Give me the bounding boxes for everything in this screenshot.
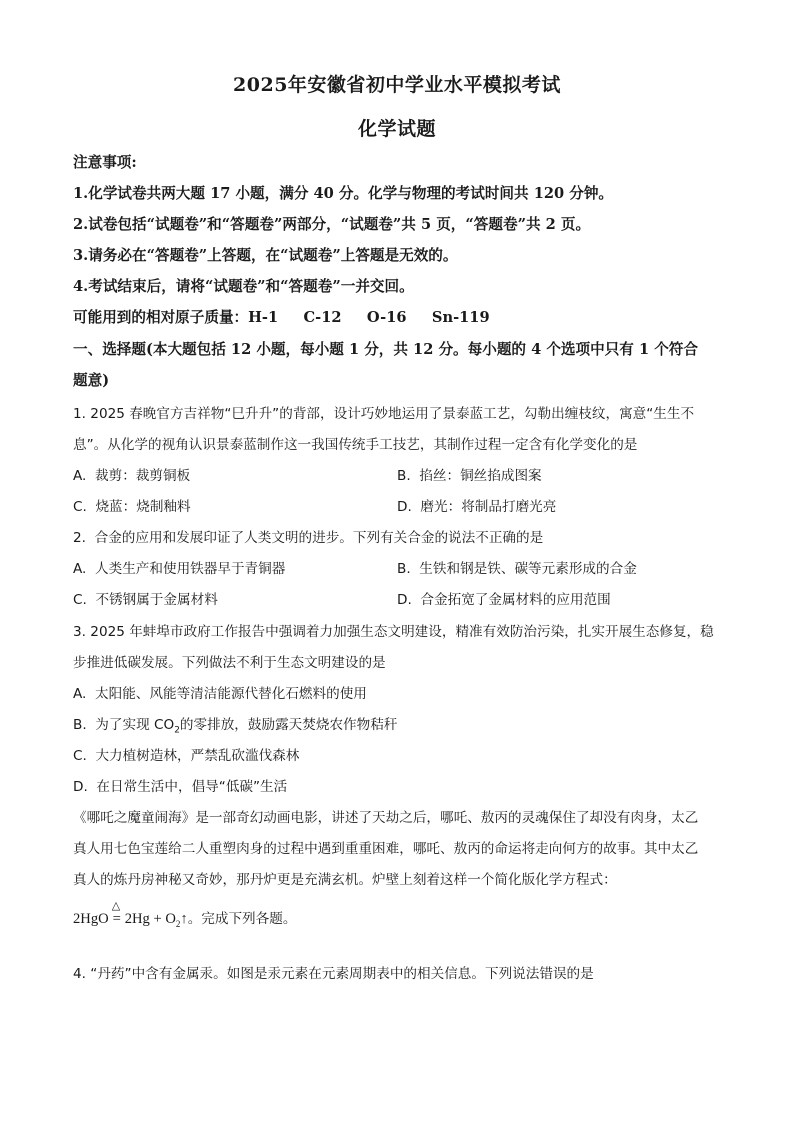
gas-arrow-icon: ↑ [180,911,188,927]
q4-stem: 4. “丹药”中含有金属汞。如图是汞元素在元素周期表中的相关信息。下列说法错误的是 [73,966,594,982]
passage-line1: 《哪吒之魔童闹海》是一部奇幻动画电影，讲述了天劫之后，哪吒、敖丙的灵魂保住了却没有肉身，太乙 [73,810,699,826]
q1-option-d: D. 磨光：将制品打磨光亮 [397,499,557,515]
q1-option-c: C. 烧蓝：烧制釉料 [73,499,191,515]
note-item-3: 3.请务必在“答题卷”上答题，在“试题卷”上答题是无效的。 [73,247,458,264]
q3-option-a: A. 太阳能、风能等清洁能源代替化石燃料的使用 [73,686,367,702]
equation-subscript: 2 [175,918,181,929]
q3-option-c: C. 大力植树造林，严禁乱砍滥伐森林 [73,748,300,764]
passage-line2: 真人用七色宝莲给二人重塑肉身的过程中遇到重重困难，哪吒、敖丙的命运将走向何方的故事。其中太乙 [73,841,699,857]
passage-line3: 真人的炼丹房神秘又奇妙，那丹炉更是充满玄机。炉壁上刻着这样一个简化版化学方程式： [73,872,617,888]
q3-option-d: D. 在日常生活中，倡导“低碳”生活 [73,779,288,795]
chemical-equation [73,900,297,929]
exam-subtitle: 化学试题 [357,118,436,140]
q1-stem-line1: 1. 2025 春晚官方吉祥物“巳升升”的背部，设计巧妙地运用了景泰蓝工艺，勾勒出缠枝纹，寓意“生生不 [73,406,695,422]
q2-option-d: D. 合金拓宽了金属材料的应用范围 [397,592,611,608]
equation-sign [109,900,125,928]
notes-heading: 注意事项: [73,154,137,171]
equation-reactant: 2HgO [73,911,109,927]
q3-option-b-subscript: 2 [174,725,180,736]
q3-stem-line2: 步推进低碳发展。下列做法不利于生态文明建设的是 [73,655,386,671]
heat-condition-icon: △ [111,900,121,912]
note-item-2: 2.试卷包括“试题卷”和“答题卷”两部分，“试题卷”共 5 页，“答题卷”共 2 页。 [73,216,591,233]
q3-option-b-pre: B. 为了实现 CO [73,717,175,733]
section-1-heading-cont: 题意) [73,372,110,389]
exam-title: 2025年安徽省初中学业水平模拟考试 [233,74,561,96]
equation-products: 2Hg + O [124,911,176,927]
q2-option-b: B. 生铁和钢是铁、碳等元素形成的合金 [397,561,637,577]
note-item-4: 4.考试结束后，请将“试题卷”和“答题卷”一并交回。 [73,278,414,295]
atomic-mass-line: 可能用到的相对原子质量：H-1 C-12 O-16 Sn-119 [73,309,490,326]
q2-option-c: C. 不锈钢属于金属材料 [73,592,218,608]
q1-option-a: A. 裁剪：裁剪铜板 [73,468,191,484]
q3-stem-line1: 3. 2025 年蚌埠市政府工作报告中强调着力加强生态文明建设，精准有效防治污染，扎实开展生态修复，稳 [73,624,714,640]
note-item-1: 1.化学试卷共两大题 17 小题，满分 40 分。化学与物理的考试时间共 120 分钟。 [73,185,614,202]
q3-option-b-post: 的零排放，鼓励露天焚烧农作物秸秆 [179,717,398,733]
q2-option-a: A. 人类生产和使用铁器早于青铜器 [73,561,286,577]
equation-tail: 。完成下列各题。 [187,911,297,927]
section-1-heading: 一、选择题(本大题包括 12 小题，每小题 1 分，共 12 分。每小题的 4 个选项中只有 1 个符合 [73,341,698,358]
q2-stem: 2. 合金的应用和发展印证了人类文明的进步。下列有关合金的说法不正确的是 [73,530,544,546]
q1-option-b: B. 掐丝：铜丝掐成图案 [397,468,542,484]
equation-equals: = [112,911,121,927]
q1-stem-line2: 息”。从化学的视角认识景泰蓝制作这一我国传统手工技艺，其制作过程一定含有化学变化的是 [73,437,638,453]
q3-option-b [73,713,397,736]
